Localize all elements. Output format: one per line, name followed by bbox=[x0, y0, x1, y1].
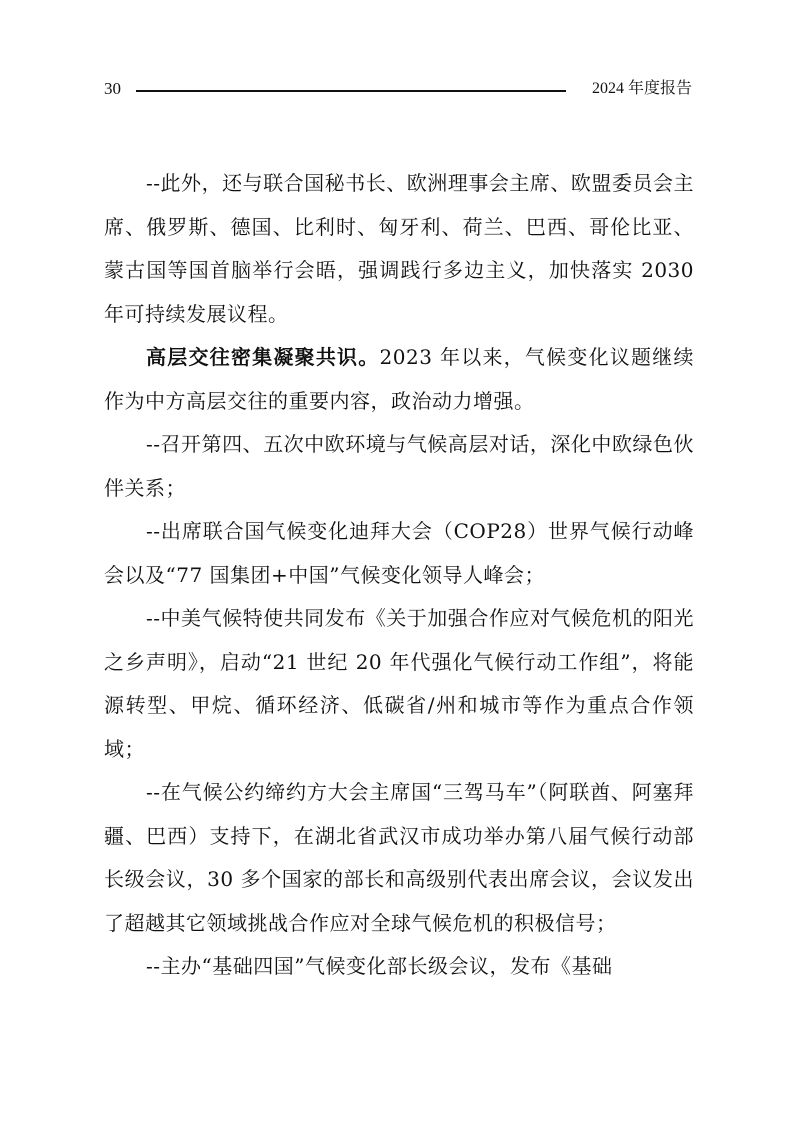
page-number: 30 bbox=[104, 79, 121, 98]
paragraph-high-level-exchanges bbox=[104, 336, 694, 423]
paragraph-china-eu-dialogue bbox=[104, 423, 694, 510]
report-title: 2024 年度报告 bbox=[591, 80, 692, 97]
document-body bbox=[104, 162, 694, 989]
paragraph-text: --主办“基础四国”气候变化部长级会议，发布《基础 bbox=[146, 954, 613, 978]
header-rule bbox=[136, 90, 566, 92]
paragraph-basic-countries bbox=[104, 945, 694, 989]
paragraph-ministerial-meeting bbox=[104, 771, 694, 945]
page-header bbox=[104, 78, 692, 102]
paragraph-other-meetings bbox=[104, 162, 694, 336]
paragraph-text: --此外，还与联合国秘书长、欧洲理事会主席、欧盟委员会主席、俄罗斯、德国、比利时、匈牙利、荷兰、巴西、哥伦比亚、蒙古国等国首脑举行会晤，强调践行多边主义，加快落实 2030 年可持续发展议程。 bbox=[104, 171, 694, 326]
paragraph-china-us-statement bbox=[104, 597, 694, 771]
paragraph-text: --在气候公约缔约方大会主席国“三驾马车”（阿联酋、阿塞拜疆、巴西）支持下，在湖北省武汉市成功举办第八届气候行动部长级会议，30 多个国家的部长和高级别代表出席会议，会议发出了超越其它领域挑战合作应对全球气候危机的积极信号； bbox=[104, 780, 694, 935]
paragraph-lead: 高层交往密集凝聚共识。 bbox=[146, 345, 380, 369]
paragraph-text: --召开第四、五次中欧环境与气候高层对话，深化中欧绿色伙伴关系； bbox=[104, 432, 694, 500]
paragraph-text: --出席联合国气候变化迪拜大会（COP28）世界气候行动峰会以及“77 国集团+中国”气候变化领导人峰会； bbox=[104, 519, 694, 587]
paragraph-cop28 bbox=[104, 510, 694, 597]
paragraph-text: --中美气候特使共同发布《关于加强合作应对气候危机的阳光之乡声明》，启动“21 世纪 20 年代强化气候行动工作组”，将能源转型、甲烷、循环经济、低碳省/州和城市等作为重点合作领域； bbox=[104, 606, 694, 761]
paragraph-text: 2023 年以来，气候变化议题继续作为中方高层交往的重要内容，政治动力增强。 bbox=[104, 345, 695, 413]
